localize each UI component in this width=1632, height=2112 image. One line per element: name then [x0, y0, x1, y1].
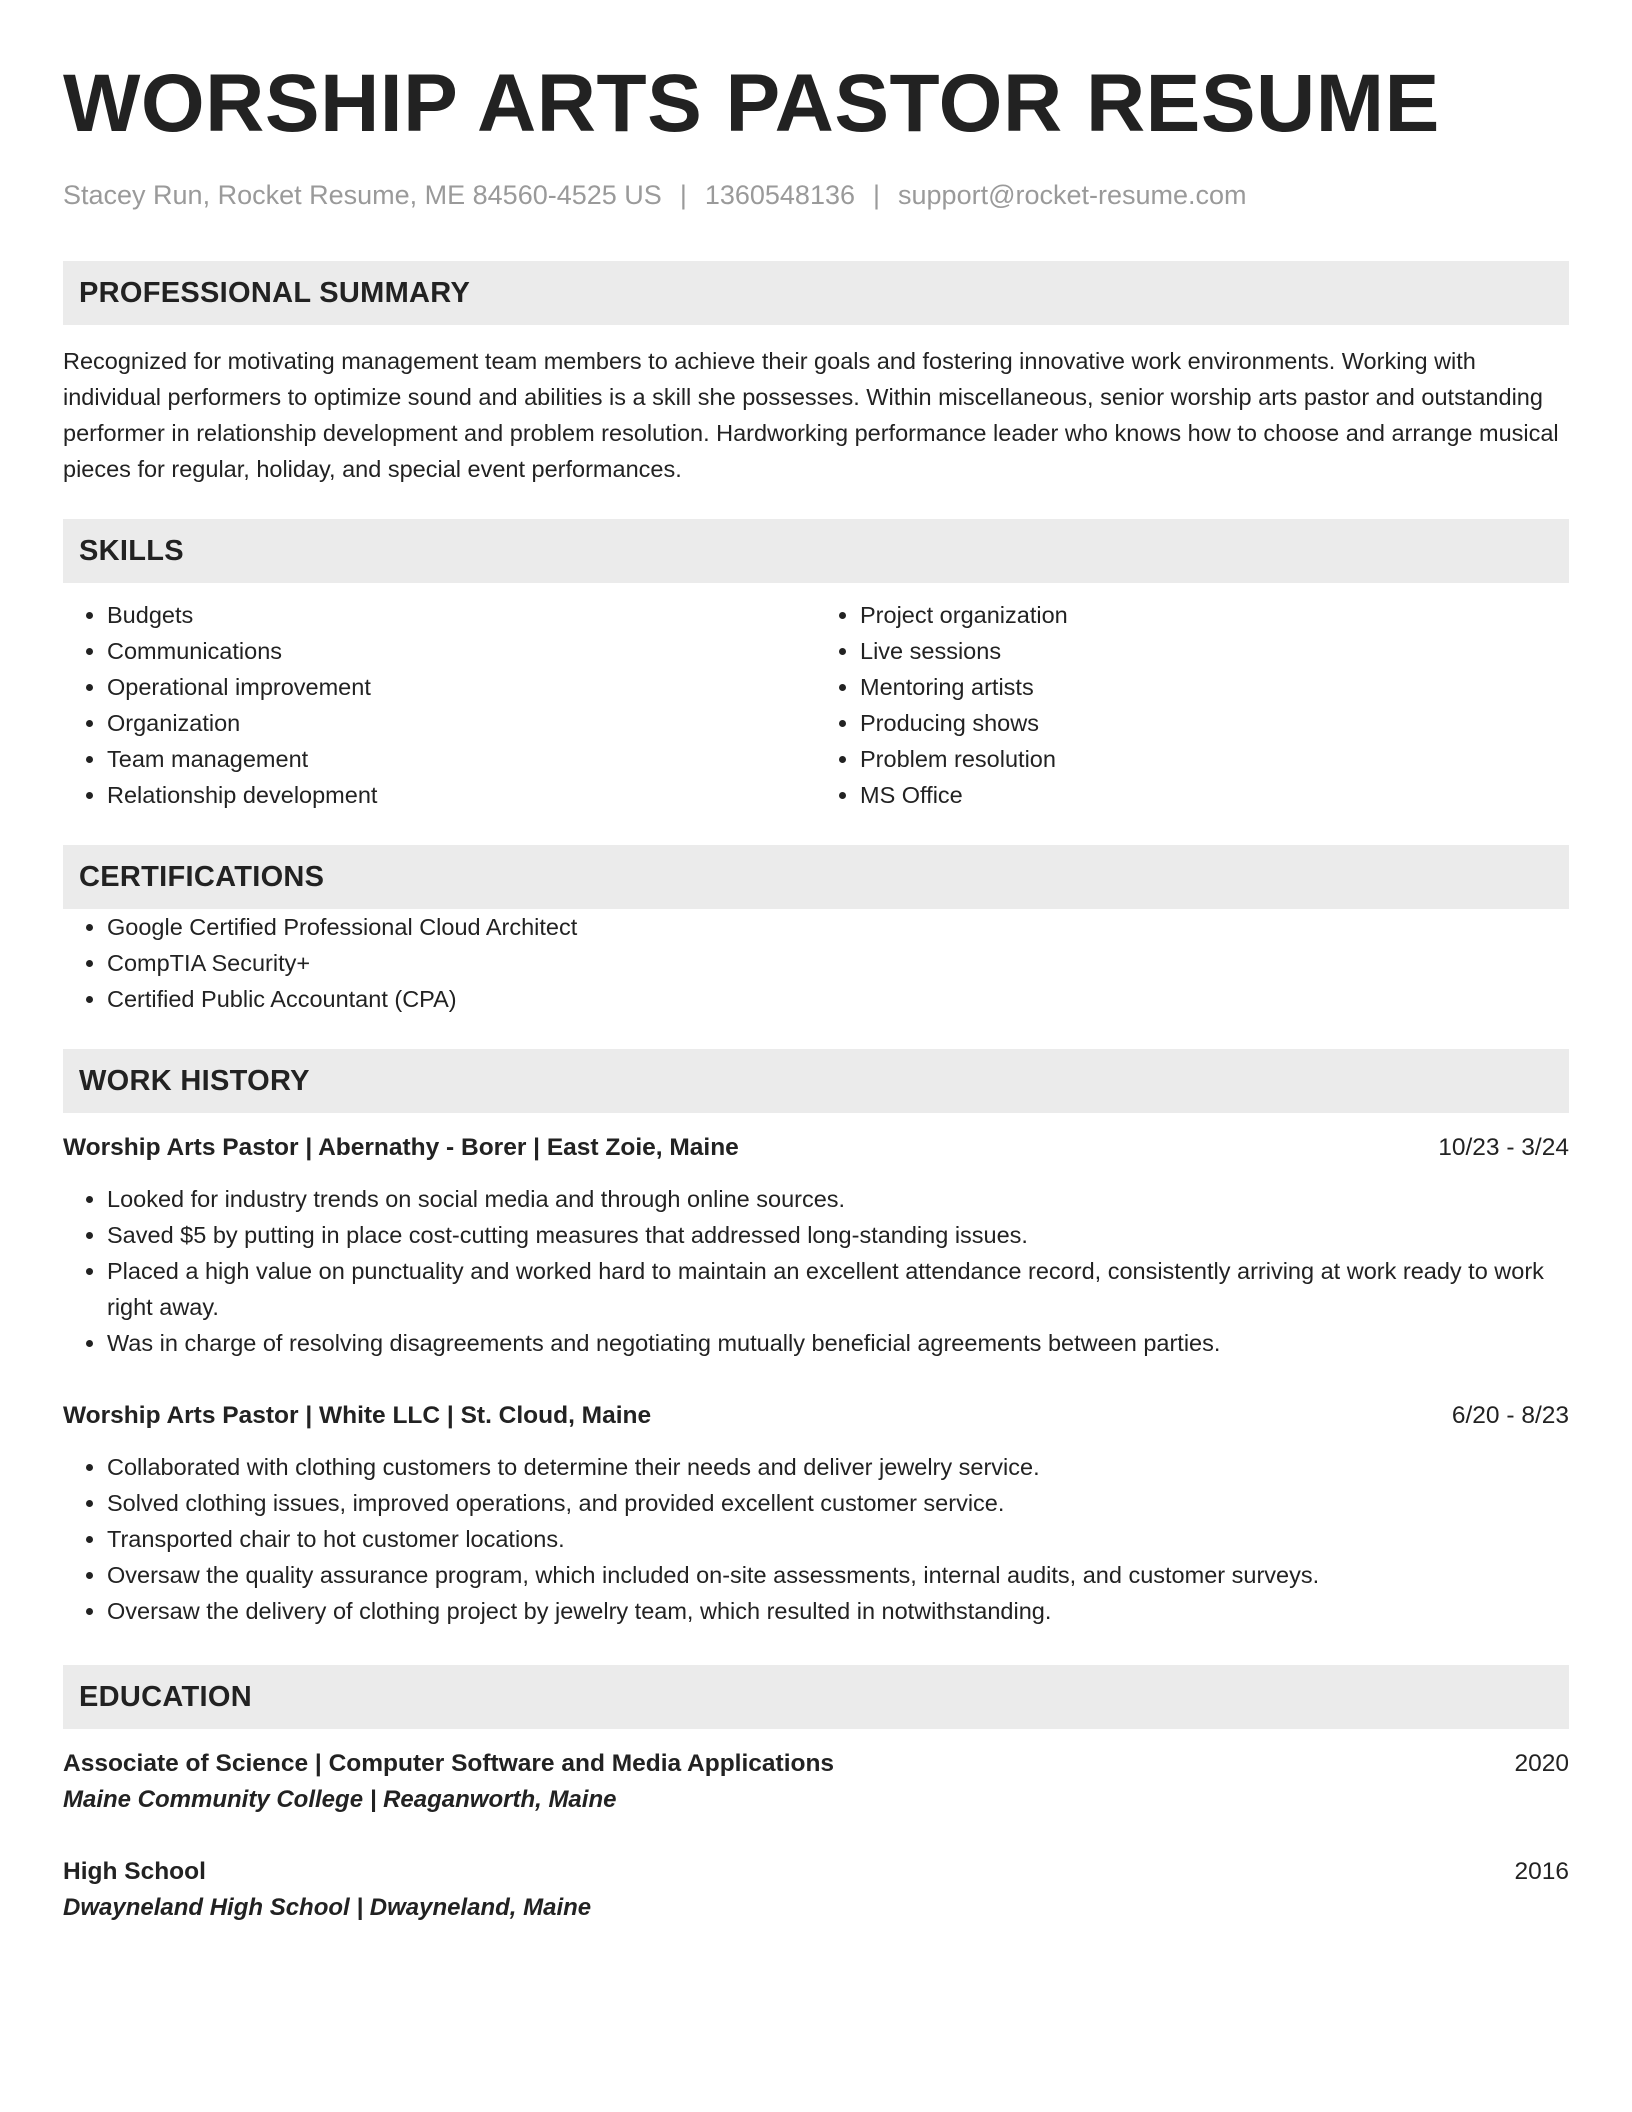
certification-item: • Certified Public Accountant (CPA): [107, 981, 1569, 1017]
job-bullet: • Was in charge of resolving disagreements and negotiating mutually beneficial agreements between parties.: [107, 1325, 1569, 1361]
job-bullets: [63, 1449, 1569, 1629]
section-heading-certifications: CERTIFICATIONS: [63, 845, 1569, 909]
education-degree: Associate of Science | Computer Software and Media Applications: [63, 1750, 835, 1777]
certifications-list: [63, 909, 1569, 1017]
job-bullet: • Looked for industry trends on social media and through online sources.: [107, 1181, 1569, 1217]
education-year: 2016: [1514, 1858, 1569, 1885]
skills-column-left: [63, 597, 816, 813]
skill-item: • Project organization: [860, 597, 1569, 633]
skills-columns: [63, 597, 1569, 813]
education-entry: [63, 1747, 1569, 1819]
contact-address: Stacey Run, Rocket Resume, ME 84560-4525 US: [63, 180, 662, 210]
education-degree: High School: [63, 1858, 206, 1885]
job-bullets: [63, 1181, 1569, 1361]
skill-item: • Operational improvement: [107, 669, 816, 705]
job-bullet: • Oversaw the delivery of clothing project by jewelry team, which resulted in notwithstanding.: [107, 1593, 1569, 1629]
skills-column-right: [816, 597, 1569, 813]
skill-item: • Budgets: [107, 597, 816, 633]
job-header: [63, 1131, 1569, 1165]
job-entry: [63, 1131, 1569, 1361]
certification-item: • Google Certified Professional Cloud Architect: [107, 909, 1569, 945]
education-header: [63, 1747, 1569, 1781]
job-bullet: • Placed a high value on punctuality and worked hard to maintain an excellent attendance record, consistently arriving at work ready to work right away.: [107, 1253, 1569, 1325]
education-header: [63, 1855, 1569, 1889]
section-heading-education: EDUCATION: [63, 1665, 1569, 1729]
education-school: Dwayneland High School | Dwayneland, Maine: [63, 1894, 592, 1921]
education-school: Maine Community College | Reaganworth, Maine: [63, 1786, 617, 1813]
job-title: Worship Arts Pastor | White LLC | St. Cloud, Maine: [63, 1402, 652, 1429]
job-bullet: • Solved clothing issues, improved operations, and provided excellent customer service.: [107, 1485, 1569, 1521]
job-bullet: • Oversaw the quality assurance program, which included on-site assessments, internal audits, and customer surveys.: [107, 1557, 1569, 1593]
skill-item: • Team management: [107, 741, 816, 777]
contact-email: support@rocket-resume.com: [898, 180, 1247, 210]
skill-item: • Mentoring artists: [860, 669, 1569, 705]
job-dates: 10/23 - 3/24: [1438, 1134, 1569, 1161]
skill-item: • Relationship development: [107, 777, 816, 813]
job-title: Worship Arts Pastor | Abernathy - Borer | East Zoie, Maine: [63, 1134, 739, 1161]
job-entry: [63, 1399, 1569, 1629]
skill-item: • Producing shows: [860, 705, 1569, 741]
resume-title: WORSHIP ARTS PASTOR RESUME: [63, 58, 1440, 149]
summary-text: Recognized for motivating management team members to achieve their goals and fostering innovative work environments. Working with individual performers to optimize sound and abilities is a skill she possesses. Within miscellaneous, senior worship arts pastor and outstanding performer in relationship development and problem resolution. Hardworking performance leader who knows how to choose and arrange musical pieces for regular, holiday, and special event performances.: [63, 348, 1559, 482]
education-year: 2020: [1514, 1750, 1569, 1777]
job-bullet: • Collaborated with clothing customers to determine their needs and deliver jewelry service.: [107, 1449, 1569, 1485]
skills-list-right: [816, 597, 1569, 813]
contact-separator: |: [873, 180, 881, 210]
skill-item: • Problem resolution: [860, 741, 1569, 777]
certification-item: • CompTIA Security+: [107, 945, 1569, 981]
section-heading-skills: SKILLS: [63, 519, 1569, 583]
skills-list-left: [63, 597, 816, 813]
skill-item: • MS Office: [860, 777, 1569, 813]
job-bullet: • Transported chair to hot customer locations.: [107, 1521, 1569, 1557]
contact-separator: |: [679, 180, 687, 210]
section-heading-work-history: WORK HISTORY: [63, 1049, 1569, 1113]
contact-line: [63, 178, 1569, 212]
section-heading-summary: PROFESSIONAL SUMMARY: [63, 261, 1569, 325]
job-dates: 6/20 - 8/23: [1451, 1402, 1569, 1429]
job-header: [63, 1399, 1569, 1433]
job-bullet: • Saved $5 by putting in place cost-cutting measures that addressed long-standing issues.: [107, 1217, 1569, 1253]
contact-phone: 1360548136: [704, 180, 855, 210]
skill-item: • Live sessions: [860, 633, 1569, 669]
education-entry: [63, 1855, 1569, 1927]
skill-item: • Organization: [107, 705, 816, 741]
skill-item: • Communications: [107, 633, 816, 669]
